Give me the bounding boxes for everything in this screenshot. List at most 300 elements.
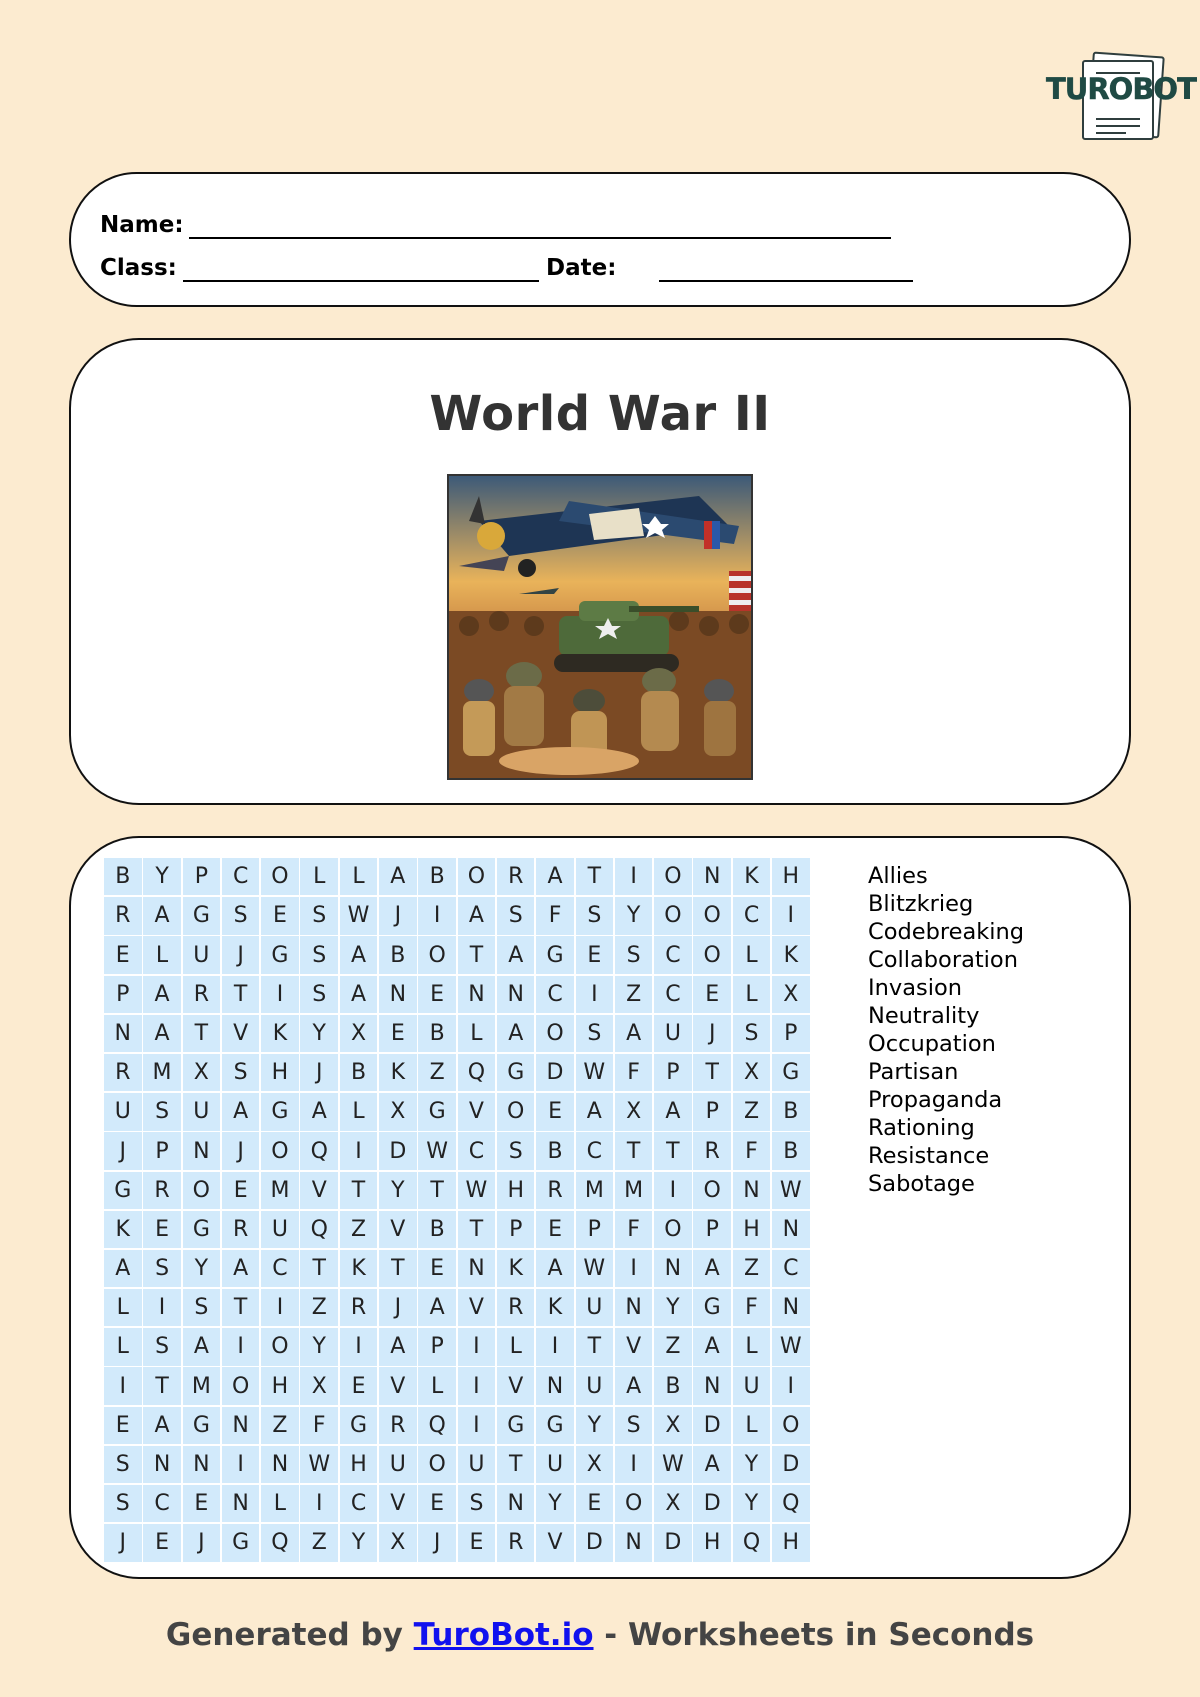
grid-cell[interactable]: P <box>693 1211 731 1248</box>
grid-cell[interactable]: A <box>497 1015 535 1052</box>
grid-cell[interactable]: Z <box>418 1054 456 1091</box>
grid-cell[interactable]: N <box>772 1211 810 1248</box>
grid-cell[interactable]: J <box>693 1015 731 1052</box>
grid-cell[interactable]: L <box>458 1015 496 1052</box>
grid-cell[interactable]: A <box>183 1328 221 1365</box>
grid-cell[interactable]: S <box>300 897 338 934</box>
grid-cell[interactable]: K <box>379 1054 417 1091</box>
grid-cell[interactable]: U <box>379 1446 417 1483</box>
grid-cell[interactable]: X <box>379 1524 417 1561</box>
grid-cell[interactable]: G <box>693 1289 731 1326</box>
grid-cell[interactable]: S <box>497 897 535 934</box>
grid-cell[interactable]: F <box>733 1132 771 1169</box>
grid-cell[interactable]: J <box>104 1524 142 1561</box>
grid-cell[interactable]: X <box>576 1446 614 1483</box>
grid-cell[interactable]: B <box>379 936 417 973</box>
grid-cell[interactable]: Y <box>183 1250 221 1287</box>
grid-cell[interactable]: V <box>497 1367 535 1404</box>
grid-cell[interactable]: S <box>615 936 653 973</box>
grid-cell[interactable]: I <box>772 1367 810 1404</box>
grid-cell[interactable]: K <box>340 1250 378 1287</box>
grid-cell[interactable]: I <box>576 976 614 1013</box>
grid-cell[interactable]: B <box>772 1093 810 1130</box>
grid-cell[interactable]: E <box>340 1367 378 1404</box>
grid-cell[interactable]: C <box>143 1485 181 1522</box>
grid-cell[interactable]: V <box>222 1015 260 1052</box>
grid-cell[interactable]: O <box>222 1367 260 1404</box>
grid-cell[interactable]: V <box>458 1093 496 1130</box>
grid-cell[interactable]: G <box>261 936 299 973</box>
grid-cell[interactable]: O <box>183 1172 221 1209</box>
grid-cell[interactable]: A <box>654 1093 692 1130</box>
grid-cell[interactable]: X <box>183 1054 221 1091</box>
grid-cell[interactable]: I <box>458 1328 496 1365</box>
grid-cell[interactable]: T <box>300 1250 338 1287</box>
grid-cell[interactable]: E <box>104 1407 142 1444</box>
turobot-link[interactable]: TuroBot.io <box>413 1617 594 1653</box>
grid-cell[interactable]: B <box>340 1054 378 1091</box>
grid-cell[interactable]: F <box>300 1407 338 1444</box>
grid-cell[interactable]: D <box>654 1524 692 1561</box>
grid-cell[interactable]: M <box>261 1172 299 1209</box>
grid-cell[interactable]: S <box>222 1054 260 1091</box>
grid-cell[interactable]: K <box>261 1015 299 1052</box>
grid-cell[interactable]: A <box>143 1407 181 1444</box>
grid-cell[interactable]: O <box>536 1015 574 1052</box>
grid-cell[interactable]: A <box>536 1250 574 1287</box>
grid-cell[interactable]: X <box>733 1054 771 1091</box>
grid-cell[interactable]: T <box>379 1250 417 1287</box>
grid-cell[interactable]: L <box>340 858 378 895</box>
grid-cell[interactable]: X <box>340 1015 378 1052</box>
grid-cell[interactable]: J <box>379 897 417 934</box>
grid-cell[interactable]: T <box>576 1328 614 1365</box>
grid-cell[interactable]: E <box>104 936 142 973</box>
grid-cell[interactable]: R <box>693 1132 731 1169</box>
grid-cell[interactable]: N <box>104 1015 142 1052</box>
grid-cell[interactable]: U <box>104 1093 142 1130</box>
grid-cell[interactable]: R <box>104 1054 142 1091</box>
grid-cell[interactable]: E <box>418 1250 456 1287</box>
grid-cell[interactable]: I <box>458 1367 496 1404</box>
grid-cell[interactable]: P <box>183 858 221 895</box>
grid-cell[interactable]: A <box>104 1250 142 1287</box>
grid-cell[interactable]: N <box>733 1172 771 1209</box>
grid-cell[interactable]: M <box>183 1367 221 1404</box>
grid-cell[interactable]: W <box>418 1132 456 1169</box>
grid-cell[interactable]: F <box>536 897 574 934</box>
grid-cell[interactable]: J <box>222 1132 260 1169</box>
grid-cell[interactable]: T <box>183 1015 221 1052</box>
grid-cell[interactable]: G <box>536 936 574 973</box>
grid-cell[interactable]: R <box>104 897 142 934</box>
grid-cell[interactable]: G <box>340 1407 378 1444</box>
grid-cell[interactable]: T <box>693 1054 731 1091</box>
grid-cell[interactable]: R <box>497 1524 535 1561</box>
grid-cell[interactable]: I <box>104 1367 142 1404</box>
grid-cell[interactable]: Q <box>772 1485 810 1522</box>
grid-cell[interactable]: A <box>379 1328 417 1365</box>
grid-cell[interactable]: Q <box>418 1407 456 1444</box>
grid-cell[interactable]: S <box>576 897 614 934</box>
grid-cell[interactable]: X <box>300 1367 338 1404</box>
grid-cell[interactable]: B <box>654 1367 692 1404</box>
grid-cell[interactable]: I <box>340 1132 378 1169</box>
grid-cell[interactable]: D <box>772 1446 810 1483</box>
grid-cell[interactable]: E <box>183 1485 221 1522</box>
grid-cell[interactable]: O <box>418 1446 456 1483</box>
grid-cell[interactable]: R <box>340 1289 378 1326</box>
grid-cell[interactable]: G <box>772 1054 810 1091</box>
grid-cell[interactable]: A <box>340 976 378 1013</box>
grid-cell[interactable]: J <box>379 1289 417 1326</box>
grid-cell[interactable]: Y <box>300 1015 338 1052</box>
grid-cell[interactable]: K <box>104 1211 142 1248</box>
grid-cell[interactable]: F <box>615 1211 653 1248</box>
grid-cell[interactable]: N <box>497 976 535 1013</box>
grid-cell[interactable]: Z <box>733 1250 771 1287</box>
grid-cell[interactable]: T <box>418 1172 456 1209</box>
grid-cell[interactable]: N <box>615 1524 653 1561</box>
grid-cell[interactable]: R <box>497 858 535 895</box>
grid-cell[interactable]: U <box>733 1367 771 1404</box>
grid-cell[interactable]: O <box>772 1407 810 1444</box>
grid-cell[interactable]: W <box>576 1250 614 1287</box>
grid-cell[interactable]: I <box>143 1289 181 1326</box>
grid-cell[interactable]: S <box>143 1250 181 1287</box>
grid-cell[interactable]: T <box>143 1367 181 1404</box>
grid-cell[interactable]: H <box>772 858 810 895</box>
grid-cell[interactable]: I <box>222 1328 260 1365</box>
grid-cell[interactable]: H <box>261 1367 299 1404</box>
grid-cell[interactable]: B <box>536 1132 574 1169</box>
grid-cell[interactable]: T <box>615 1132 653 1169</box>
grid-cell[interactable]: W <box>300 1446 338 1483</box>
grid-cell[interactable]: A <box>379 858 417 895</box>
grid-cell[interactable]: M <box>576 1172 614 1209</box>
grid-cell[interactable]: U <box>183 1093 221 1130</box>
grid-cell[interactable]: D <box>693 1485 731 1522</box>
grid-cell[interactable]: Q <box>458 1054 496 1091</box>
grid-cell[interactable]: I <box>654 1172 692 1209</box>
grid-cell[interactable]: H <box>733 1211 771 1248</box>
grid-cell[interactable]: G <box>536 1407 574 1444</box>
grid-cell[interactable]: N <box>536 1367 574 1404</box>
grid-cell[interactable]: H <box>261 1054 299 1091</box>
grid-cell[interactable]: T <box>458 1211 496 1248</box>
grid-cell[interactable]: F <box>615 1054 653 1091</box>
grid-cell[interactable]: Y <box>536 1485 574 1522</box>
grid-cell[interactable]: T <box>497 1446 535 1483</box>
grid-cell[interactable]: L <box>418 1367 456 1404</box>
grid-cell[interactable]: A <box>143 897 181 934</box>
grid-cell[interactable]: N <box>693 858 731 895</box>
grid-cell[interactable]: N <box>772 1289 810 1326</box>
grid-cell[interactable]: I <box>536 1328 574 1365</box>
grid-cell[interactable]: U <box>536 1446 574 1483</box>
grid-cell[interactable]: T <box>222 976 260 1013</box>
grid-cell[interactable]: T <box>654 1132 692 1169</box>
grid-cell[interactable]: S <box>300 936 338 973</box>
grid-cell[interactable]: N <box>693 1367 731 1404</box>
grid-cell[interactable]: O <box>654 897 692 934</box>
grid-cell[interactable]: I <box>261 976 299 1013</box>
grid-cell[interactable]: B <box>104 858 142 895</box>
grid-cell[interactable]: W <box>772 1172 810 1209</box>
grid-cell[interactable]: E <box>222 1172 260 1209</box>
grid-cell[interactable]: C <box>654 936 692 973</box>
grid-cell[interactable]: O <box>261 1328 299 1365</box>
grid-cell[interactable]: C <box>458 1132 496 1169</box>
grid-cell[interactable]: A <box>536 858 574 895</box>
grid-cell[interactable]: I <box>340 1328 378 1365</box>
grid-cell[interactable]: Q <box>300 1211 338 1248</box>
grid-cell[interactable]: N <box>222 1407 260 1444</box>
grid-cell[interactable]: L <box>104 1328 142 1365</box>
grid-cell[interactable]: E <box>379 1015 417 1052</box>
grid-cell[interactable]: A <box>693 1328 731 1365</box>
grid-cell[interactable]: C <box>340 1485 378 1522</box>
grid-cell[interactable]: V <box>300 1172 338 1209</box>
grid-cell[interactable]: Y <box>340 1524 378 1561</box>
grid-cell[interactable]: O <box>497 1093 535 1130</box>
grid-cell[interactable]: N <box>183 1132 221 1169</box>
grid-cell[interactable]: R <box>379 1407 417 1444</box>
grid-cell[interactable]: A <box>222 1093 260 1130</box>
grid-cell[interactable]: I <box>300 1485 338 1522</box>
grid-cell[interactable]: R <box>222 1211 260 1248</box>
grid-cell[interactable]: U <box>183 936 221 973</box>
grid-cell[interactable]: Y <box>576 1407 614 1444</box>
grid-cell[interactable]: L <box>261 1485 299 1522</box>
grid-cell[interactable]: E <box>536 1093 574 1130</box>
grid-cell[interactable]: P <box>772 1015 810 1052</box>
grid-cell[interactable]: R <box>183 976 221 1013</box>
grid-cell[interactable]: S <box>615 1407 653 1444</box>
grid-cell[interactable]: B <box>772 1132 810 1169</box>
grid-cell[interactable]: A <box>693 1250 731 1287</box>
grid-cell[interactable]: V <box>615 1328 653 1365</box>
grid-cell[interactable]: G <box>183 897 221 934</box>
grid-cell[interactable]: E <box>418 976 456 1013</box>
grid-cell[interactable]: O <box>693 1172 731 1209</box>
grid-cell[interactable]: S <box>576 1015 614 1052</box>
grid-cell[interactable]: A <box>458 897 496 934</box>
grid-cell[interactable]: H <box>340 1446 378 1483</box>
grid-cell[interactable]: R <box>497 1289 535 1326</box>
grid-cell[interactable]: W <box>458 1172 496 1209</box>
grid-cell[interactable]: G <box>222 1524 260 1561</box>
grid-cell[interactable]: N <box>183 1446 221 1483</box>
grid-cell[interactable]: I <box>418 897 456 934</box>
grid-cell[interactable]: C <box>261 1250 299 1287</box>
grid-cell[interactable]: G <box>497 1407 535 1444</box>
grid-cell[interactable]: P <box>143 1132 181 1169</box>
grid-cell[interactable]: S <box>300 976 338 1013</box>
grid-cell[interactable]: P <box>497 1211 535 1248</box>
class-field[interactable] <box>183 280 539 282</box>
grid-cell[interactable]: J <box>300 1054 338 1091</box>
grid-cell[interactable]: A <box>615 1015 653 1052</box>
grid-cell[interactable]: E <box>143 1211 181 1248</box>
grid-cell[interactable]: S <box>104 1446 142 1483</box>
grid-cell[interactable]: P <box>654 1054 692 1091</box>
grid-cell[interactable]: O <box>693 897 731 934</box>
grid-cell[interactable]: C <box>772 1250 810 1287</box>
grid-cell[interactable]: H <box>693 1524 731 1561</box>
grid-cell[interactable]: A <box>693 1446 731 1483</box>
grid-cell[interactable]: L <box>104 1289 142 1326</box>
grid-cell[interactable]: P <box>104 976 142 1013</box>
grid-cell[interactable]: A <box>143 1015 181 1052</box>
grid-cell[interactable]: K <box>733 858 771 895</box>
grid-cell[interactable]: S <box>183 1289 221 1326</box>
grid-cell[interactable]: X <box>654 1407 692 1444</box>
grid-cell[interactable]: Z <box>300 1289 338 1326</box>
grid-cell[interactable]: P <box>576 1211 614 1248</box>
grid-cell[interactable]: E <box>576 936 614 973</box>
grid-cell[interactable]: W <box>772 1328 810 1365</box>
grid-cell[interactable]: L <box>497 1328 535 1365</box>
grid-cell[interactable]: G <box>183 1407 221 1444</box>
grid-cell[interactable]: H <box>497 1172 535 1209</box>
grid-cell[interactable]: V <box>536 1524 574 1561</box>
grid-cell[interactable]: D <box>693 1407 731 1444</box>
grid-cell[interactable]: A <box>300 1093 338 1130</box>
grid-cell[interactable]: T <box>458 936 496 973</box>
grid-cell[interactable]: B <box>418 858 456 895</box>
grid-cell[interactable]: N <box>615 1289 653 1326</box>
grid-cell[interactable]: Z <box>261 1407 299 1444</box>
grid-cell[interactable]: U <box>654 1015 692 1052</box>
grid-cell[interactable]: Q <box>261 1524 299 1561</box>
grid-cell[interactable]: W <box>576 1054 614 1091</box>
grid-cell[interactable]: G <box>104 1172 142 1209</box>
grid-cell[interactable]: N <box>654 1250 692 1287</box>
grid-cell[interactable]: G <box>497 1054 535 1091</box>
grid-cell[interactable]: E <box>261 897 299 934</box>
grid-cell[interactable]: C <box>733 897 771 934</box>
grid-cell[interactable]: K <box>536 1289 574 1326</box>
grid-cell[interactable]: M <box>615 1172 653 1209</box>
grid-cell[interactable]: Y <box>300 1328 338 1365</box>
grid-cell[interactable]: L <box>143 936 181 973</box>
grid-cell[interactable]: S <box>104 1485 142 1522</box>
grid-cell[interactable]: G <box>418 1093 456 1130</box>
grid-cell[interactable]: A <box>340 936 378 973</box>
grid-cell[interactable]: N <box>261 1446 299 1483</box>
grid-cell[interactable]: T <box>576 858 614 895</box>
grid-cell[interactable]: X <box>772 976 810 1013</box>
grid-cell[interactable]: S <box>733 1015 771 1052</box>
grid-cell[interactable]: J <box>104 1132 142 1169</box>
grid-cell[interactable]: I <box>772 897 810 934</box>
grid-cell[interactable]: B <box>418 1211 456 1248</box>
grid-cell[interactable]: Z <box>733 1093 771 1130</box>
grid-cell[interactable]: S <box>497 1132 535 1169</box>
grid-cell[interactable]: U <box>576 1289 614 1326</box>
grid-cell[interactable]: Y <box>733 1485 771 1522</box>
grid-cell[interactable]: A <box>143 976 181 1013</box>
grid-cell[interactable]: O <box>693 936 731 973</box>
grid-cell[interactable]: P <box>693 1093 731 1130</box>
grid-cell[interactable]: N <box>379 976 417 1013</box>
grid-cell[interactable]: I <box>615 1446 653 1483</box>
grid-cell[interactable]: G <box>261 1093 299 1130</box>
grid-cell[interactable]: U <box>576 1367 614 1404</box>
grid-cell[interactable]: X <box>379 1093 417 1130</box>
grid-cell[interactable]: O <box>654 1211 692 1248</box>
grid-cell[interactable]: V <box>379 1211 417 1248</box>
grid-cell[interactable]: N <box>143 1446 181 1483</box>
grid-cell[interactable]: T <box>222 1289 260 1326</box>
grid-cell[interactable]: L <box>733 936 771 973</box>
grid-cell[interactable]: Y <box>143 858 181 895</box>
grid-cell[interactable]: Y <box>379 1172 417 1209</box>
grid-cell[interactable]: C <box>222 858 260 895</box>
grid-cell[interactable]: Z <box>615 976 653 1013</box>
grid-cell[interactable]: O <box>261 1132 299 1169</box>
grid-cell[interactable]: O <box>418 936 456 973</box>
date-field[interactable] <box>659 280 913 282</box>
grid-cell[interactable]: U <box>261 1211 299 1248</box>
grid-cell[interactable]: F <box>733 1289 771 1326</box>
grid-cell[interactable]: S <box>222 897 260 934</box>
grid-cell[interactable]: K <box>497 1250 535 1287</box>
grid-cell[interactable]: K <box>772 936 810 973</box>
grid-cell[interactable]: Y <box>654 1289 692 1326</box>
grid-cell[interactable]: S <box>143 1328 181 1365</box>
grid-cell[interactable]: D <box>536 1054 574 1091</box>
grid-cell[interactable]: N <box>458 976 496 1013</box>
grid-cell[interactable]: I <box>615 858 653 895</box>
grid-cell[interactable]: N <box>497 1485 535 1522</box>
grid-cell[interactable]: O <box>261 858 299 895</box>
grid-cell[interactable]: Y <box>733 1446 771 1483</box>
grid-cell[interactable]: D <box>576 1524 614 1561</box>
grid-cell[interactable]: I <box>615 1250 653 1287</box>
grid-cell[interactable]: S <box>458 1485 496 1522</box>
name-field[interactable] <box>189 237 891 239</box>
grid-cell[interactable]: C <box>576 1132 614 1169</box>
grid-cell[interactable]: A <box>576 1093 614 1130</box>
grid-cell[interactable]: V <box>458 1289 496 1326</box>
grid-cell[interactable]: J <box>222 936 260 973</box>
grid-cell[interactable]: V <box>379 1485 417 1522</box>
grid-cell[interactable]: Z <box>340 1211 378 1248</box>
grid-cell[interactable]: E <box>576 1485 614 1522</box>
grid-cell[interactable]: O <box>654 858 692 895</box>
grid-cell[interactable]: O <box>458 858 496 895</box>
grid-cell[interactable]: D <box>379 1132 417 1169</box>
grid-cell[interactable]: X <box>615 1093 653 1130</box>
grid-cell[interactable]: X <box>654 1485 692 1522</box>
grid-cell[interactable]: V <box>379 1367 417 1404</box>
grid-cell[interactable]: M <box>143 1054 181 1091</box>
grid-cell[interactable]: L <box>733 1328 771 1365</box>
grid-cell[interactable]: L <box>340 1093 378 1130</box>
grid-cell[interactable]: E <box>143 1524 181 1561</box>
grid-cell[interactable]: I <box>222 1446 260 1483</box>
grid-cell[interactable]: E <box>458 1524 496 1561</box>
grid-cell[interactable]: S <box>143 1093 181 1130</box>
grid-cell[interactable]: E <box>693 976 731 1013</box>
grid-cell[interactable]: Y <box>615 897 653 934</box>
grid-cell[interactable]: C <box>654 976 692 1013</box>
grid-cell[interactable]: E <box>418 1485 456 1522</box>
grid-cell[interactable]: O <box>615 1485 653 1522</box>
grid-cell[interactable]: L <box>733 976 771 1013</box>
